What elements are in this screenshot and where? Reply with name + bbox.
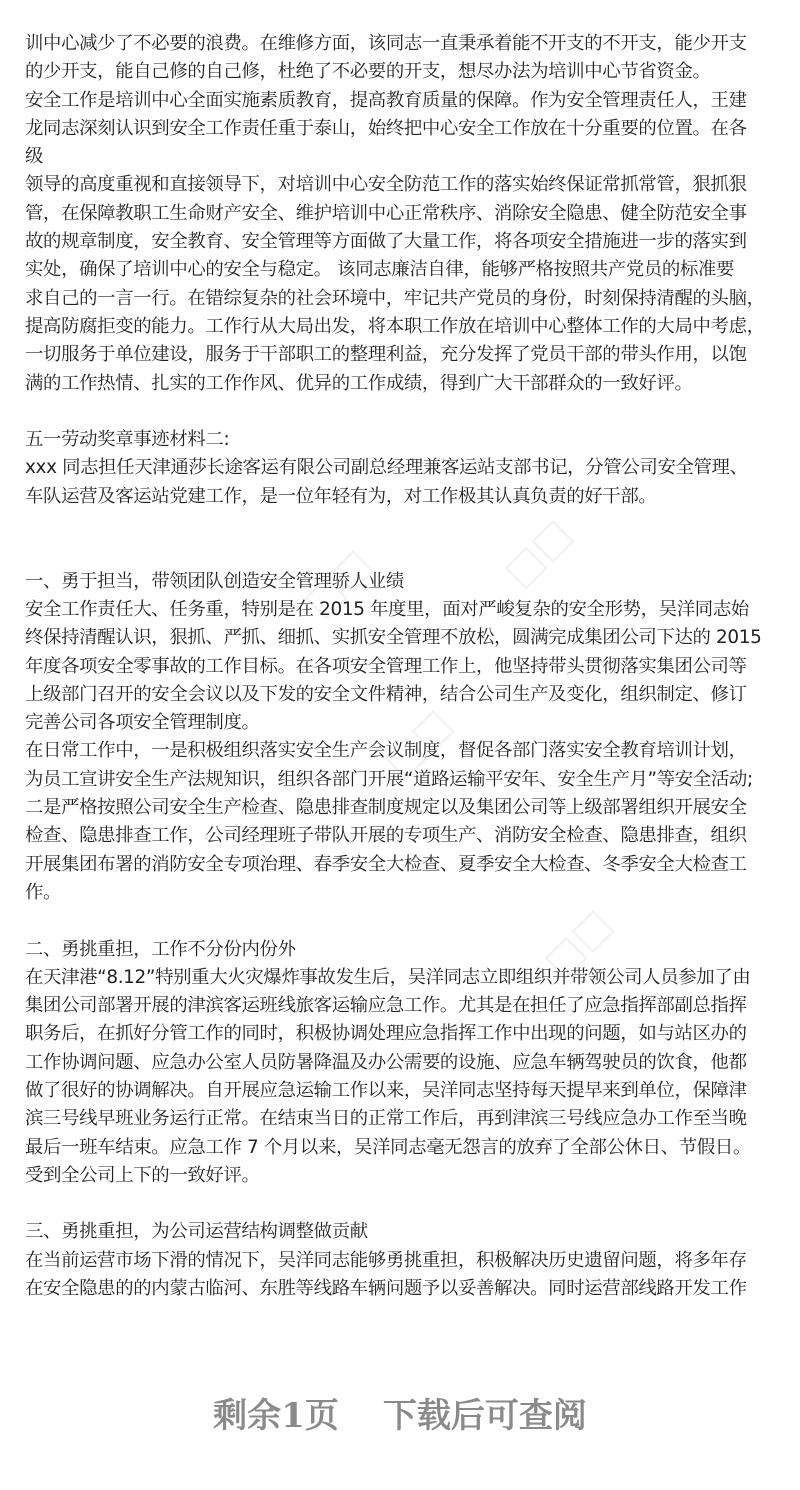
blank-line: [25, 398, 785, 426]
paragraph-line: 做了很好的协调解决。自开展应急运输工作以来，吴洋同志坚持每天提早来到单位，保障津: [25, 1079, 747, 1101]
paragraph-line: 一切服务于单位建设，服务于干部职工的整理利益，充分发挥了党员干部的带头作用，以饱: [25, 344, 747, 366]
section-heading: 五一劳动奖章事迹材料二:: [25, 429, 230, 451]
paragraph-line: 滨三号线早班业务运行正常。在结束当日的正常工作后，再到津滨三号线应急办工作至当晚: [25, 1108, 747, 1130]
section-heading: 一、勇于担当，带领团队创造安全管理骄人业绩: [25, 570, 404, 592]
paragraph-line: 管，在保障教职工生命财产安全、维护培训中心正常秩序、消除安全隐患、健全防范安全事: [25, 202, 747, 224]
paragraph-line: 终保持清醒认识，狠抓、严抓、细抓、实抓安全管理不放松，圆满完成集团公司下达的 2015: [25, 627, 762, 649]
paragraph-line: 故的规章制度，安全教育、安全管理等方面做了大量工作，将各项安全措施进一步的落实到: [25, 231, 747, 253]
paragraph-line: 最后一班车结束。应急工作 7 个月以来，吴洋同志毫无怨言的放弃了全部公休日、节假日。: [25, 1136, 751, 1158]
watermark: □□: [374, 700, 461, 786]
paragraph-line: 完善公司各项安全管理制度。: [25, 712, 260, 734]
paragraph-line: 满的工作热情、扎实的工作作风、优异的工作成绩，得到广大干部群众的一致好评。: [25, 372, 693, 394]
paragraph-line: 在日常工作中，一是积极组织落实安全生产会议制度，督促各部门落实安全教育培训计划，: [25, 740, 747, 762]
watermark: □□: [294, 540, 381, 626]
paragraph-line: 级: [25, 146, 44, 168]
watermark: □□: [534, 900, 621, 986]
paragraph-line: 车队运营及客运站党建工作，是一位年轻有为，对工作极其认真负责的好干部。: [25, 485, 657, 507]
paragraph-line: 作。: [25, 881, 62, 903]
paragraph-line: 安全工作责任大、任务重，特别是在 2015 年度里，面对严峻复杂的安全形势，吴洋同志始: [25, 598, 749, 620]
paragraph-line: 检查、隐患排查工作，公司经理班子带队开展的专项生产、消防安全检查、隐患排查，组织: [25, 825, 747, 847]
paragraph-line: 职务后，在抓好分管工作的同时，积极协调处理应急指挥工作中出现的问题，如与站区办的: [25, 1023, 747, 1045]
section-heading: 三、勇挑重担，为公司运营结构调整做贡献: [25, 1221, 368, 1243]
section-heading: 二、勇挑重担，工作不分份内份外: [25, 938, 296, 960]
paragraph-line: 提高防腐拒变的能力。工作行从大局出发，将本职工作放在培训中心整体工作的大局中考虑，: [25, 315, 765, 337]
paragraph-line: 年度各项安全零事故的工作目标。在各项安全管理工作上，他坚持带头贯彻落实集团公司等: [25, 655, 747, 677]
paragraph-line: 实处，确保了培训中心的安全与稳定。 该同志廉洁自律，能够严格按照共产党员的标准要: [25, 259, 735, 281]
paragraph-line: 为员工宣讲安全生产法规知识，组织各部门开展“道路运输平安年、安全生产月”等安全活动;: [25, 768, 753, 790]
paragraph-line: 开展集团布署的消防安全专项治理、春季安全大检查、夏季安全大检查、冬季安全大检查工: [25, 853, 747, 875]
paragraph-line: 安全工作是培训中心全面实施素质教育，提高教育质量的保障。作为安全管理责任人，王建: [25, 89, 747, 111]
paragraph-line: 在安全隐患的的内蒙古临河、东胜等线路车辆问题予以妥善解决。同时运营部线路开发工作: [25, 1278, 747, 1300]
document-body: [25, 30, 785, 1303]
watermark: □□: [494, 510, 581, 596]
paragraph-line: xxx 同志担任天津通莎长途客运有限公司副总经理兼客运站支部书记，分管公司安全管理、: [25, 457, 748, 479]
paragraph-line: 在当前运营市场下滑的情况下，吴洋同志能够勇挑重担，积极解决历史遗留问题，将多年存: [25, 1249, 747, 1271]
blank-line: [25, 1190, 785, 1218]
paragraph-line: 求自己的一言一行。在错综复杂的社会环境中，牢记共产党员的身份，时刻保持清醒的头脑，: [25, 287, 765, 309]
download-to-view-label: 下载后可查阅: [382, 1396, 587, 1436]
paragraph-line: 受到全公司上下的一致好评。: [25, 1164, 260, 1186]
paragraph-line: 训中心减少了不必要的浪费。在维修方面，该同志一直秉承着能不开支的不开支，能少开支: [25, 33, 747, 54]
paragraph-line: 二是严格按照公司安全生产检查、隐患排查制度规定以及集团公司等上级部署组织开展安全: [25, 797, 747, 819]
paragraph-line: 上级部门召开的安全会议以及下发的安全文件精神，结合公司生产及变化，组织制定、修订: [25, 683, 747, 705]
blank-line: [25, 511, 785, 539]
paragraph-line: 集团公司部署开展的津滨客运班线旅客运输应急工作。尤其是在担任了应急指挥部副总指挥: [25, 995, 747, 1017]
download-prompt[interactable]: [0, 1388, 800, 1437]
paragraph-line: 的少开支，能自己修的自己修，杜绝了不必要的开支，想尽办法为培训中心节省资金。: [25, 61, 711, 83]
paragraph-line: 龙同志深刻认识到安全工作责任重于泰山，始终把中心安全工作放在十分重要的位置。在各: [25, 117, 747, 139]
remaining-pages-label: 剩余1页: [213, 1396, 339, 1436]
blank-line: [25, 539, 785, 567]
paragraph-line: 工作协调问题、应急办公室人员防暑降温及办公需要的设施、应急车辆驾驶员的饮食，他都: [25, 1051, 747, 1073]
paragraph-line: 在天津港“8.12”特别重大火灾爆炸事故发生后，吴洋同志立即组织并带领公司人员参加了由: [25, 966, 751, 988]
paragraph-line: 领导的高度重视和直接领导下，对培训中心安全防范工作的落实始终保证常抓常管，狠抓狠: [25, 174, 747, 196]
blank-line: [25, 907, 785, 935]
